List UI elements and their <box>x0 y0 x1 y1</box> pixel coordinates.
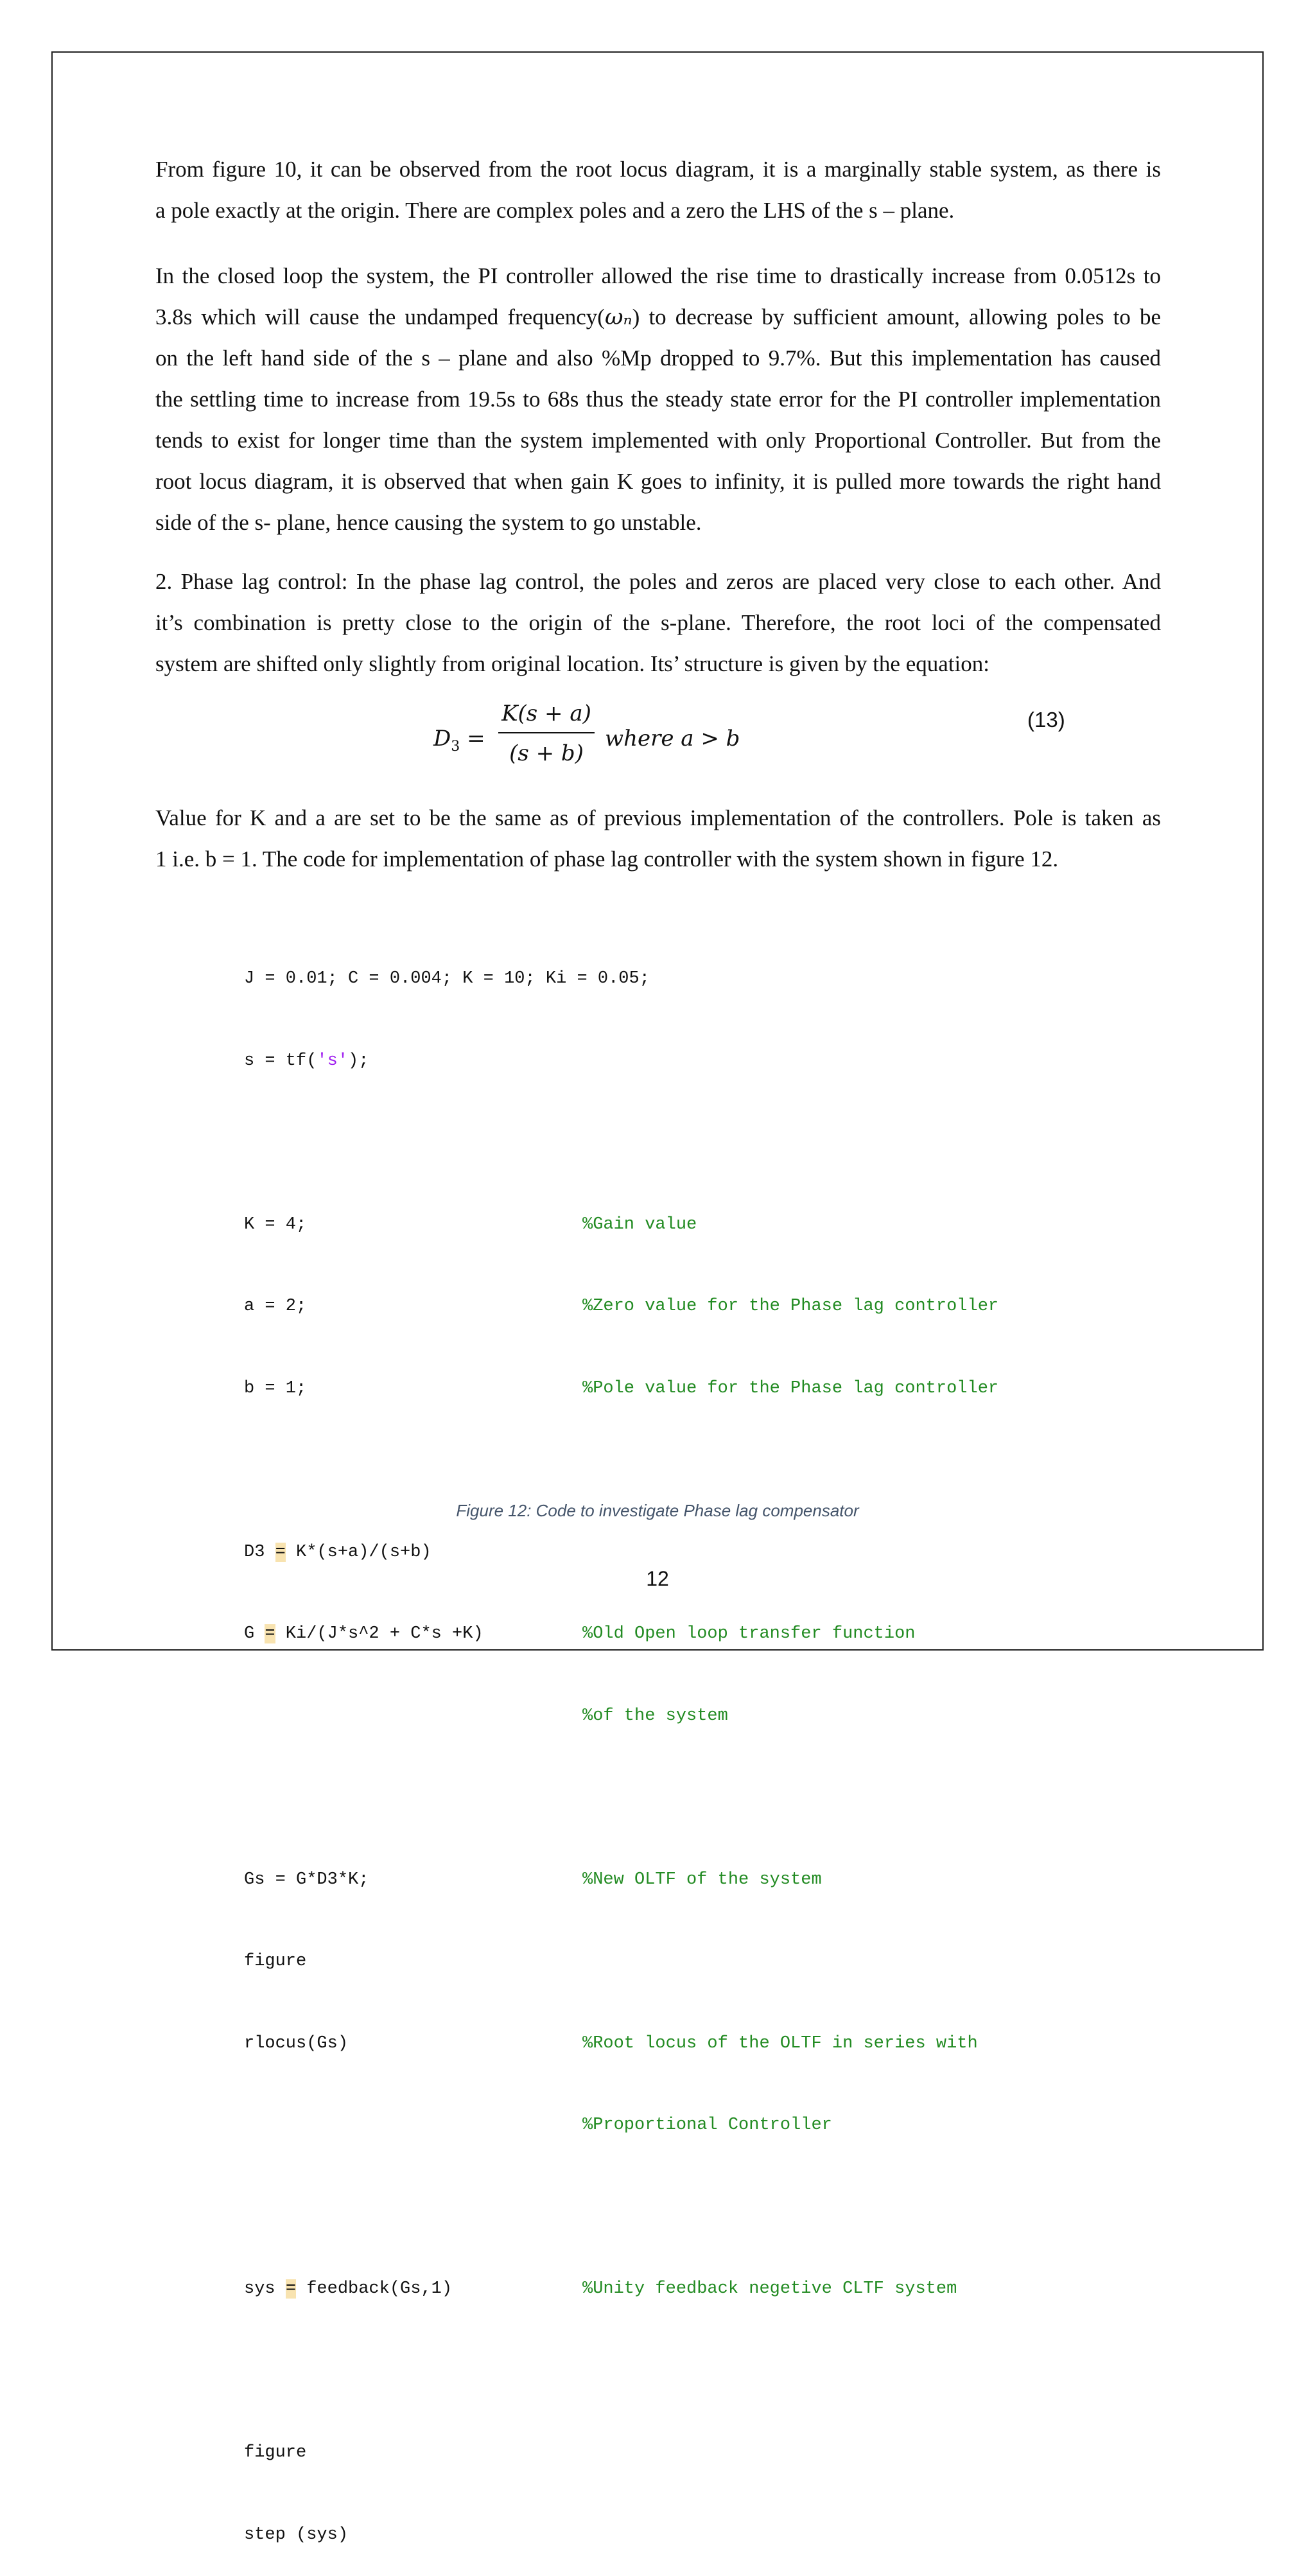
code-line <box>244 2112 1079 2139</box>
paragraph-phase-lag-intro <box>155 561 1161 685</box>
code-text <box>244 1539 431 1566</box>
code-line <box>244 1866 1079 1894</box>
code-fragment: s = tf( <box>244 1051 317 1071</box>
code-blank-line <box>244 2194 1079 2221</box>
text-line: In the closed loop the system, the PI controller allowed the rise time to drastically increase from 0.0512s to <box>155 263 1161 288</box>
figure-caption: Figure 12: Code to investigate Phase lag compensator <box>456 1501 859 1520</box>
code-text: K = 4; <box>244 1214 307 1234</box>
code-text <box>244 2275 452 2303</box>
omega-n-symbol: ωₙ <box>604 304 632 330</box>
code-text: rlocus(Gs) <box>244 2033 349 2053</box>
text-line: a pole exactly at the origin. There are complex poles and a zero the LHS of the s – plane. <box>155 198 955 223</box>
code-comment: %Unity feedback negetive CLTF system <box>582 2279 957 2299</box>
text-line: it’s combination is pretty close to the origin of the s-plane. Therefore, the root loci of the compensated <box>155 610 1161 635</box>
code-line <box>244 1293 1079 1320</box>
code-text: b = 1; <box>244 1378 307 1398</box>
code-line <box>244 1211 1079 1239</box>
code-text <box>244 1047 369 1075</box>
code-text: J = 0.01; C = 0.004; K = 10; Ki = 0.05; <box>244 969 650 988</box>
text-line: side of the s- plane, hence causing the system to go unstable. <box>155 510 702 535</box>
text-line-with-omega <box>155 297 1161 338</box>
code-text: Gs = G*D3*K; <box>244 1870 369 1889</box>
matlab-code-figure <box>244 911 1079 2576</box>
code-fragment: feedback(Gs,1) <box>296 2279 453 2299</box>
code-comment: %Root locus of the OLTF in series with <box>582 2033 978 2053</box>
code-warning-highlight: = <box>275 1542 286 1562</box>
paragraph-root-locus-observation <box>155 149 1161 231</box>
equation-lhs-symbol: D <box>433 726 451 751</box>
equation-lhs <box>433 726 485 755</box>
code-comment: %Old Open loop transfer function <box>582 1624 916 1643</box>
code-line <box>244 1375 1079 1403</box>
code-line <box>244 1620 1079 1648</box>
code-comment: %Pole value for the Phase lag controller <box>582 1378 999 1398</box>
text-line: system are shifted only slightly from original location. Its’ structure is given by the equation: <box>155 651 989 676</box>
code-line <box>244 965 1079 993</box>
code-warning-highlight: = <box>285 2279 297 2299</box>
text-line: 2. Phase lag control: In the phase lag control, the poles and zeros are placed very close to each other. And <box>155 569 1161 594</box>
equation-lhs-subscript: 3 <box>451 738 460 755</box>
code-blank-line <box>244 1457 1079 1484</box>
code-line <box>244 1047 1079 1075</box>
code-comment: %New OLTF of the system <box>582 1870 822 1889</box>
code-blank-line <box>244 1784 1079 1812</box>
code-fragment: K*(s+a)/(s+b) <box>285 1542 431 1562</box>
equation-number: (13) <box>1027 708 1065 732</box>
paragraph-parameter-values <box>155 798 1161 880</box>
text-line: From figure 10, it can be observed from the root locus diagram, it is a marginally stable system, as there is <box>155 157 1161 182</box>
code-fragment: D3 <box>244 1542 275 1562</box>
equation-numerator: K(s + a) <box>501 701 591 726</box>
code-line <box>244 2030 1079 2058</box>
code-text: figure <box>244 1952 307 1971</box>
text-line: on the left hand side of the s – plane and also %Mp dropped to 9.7%. But this implementation has caused <box>155 346 1161 371</box>
code-string: 's' <box>317 1051 349 1071</box>
paragraph-pi-controller-discussion <box>155 256 1161 543</box>
code-comment: %Gain value <box>582 1214 697 1234</box>
code-fragment: sys <box>244 2279 286 2299</box>
text-line: 1 i.e. b = 1. The code for implementation of phase lag controller with the system shown in figure 12. <box>155 846 1059 872</box>
code-fragment: ); <box>348 1051 369 1071</box>
text-line: the settling time to increase from 19.5s to 68s thus the steady state error for the PI controller implementation <box>155 387 1161 412</box>
text-line: tends to exist for longer time than the system implemented with only Proportional Controller. But from the <box>155 428 1161 453</box>
text-fragment: ) to decrease by sufficient amount, allowing poles to be <box>632 304 1161 329</box>
code-fragment: G <box>244 1624 265 1643</box>
code-comment: %of the system <box>582 1706 728 1726</box>
code-comment: %Zero value for the Phase lag controller <box>582 1297 999 1316</box>
text-fragment: 3.8s which will cause the undamped frequency( <box>155 304 605 329</box>
equation-fraction <box>498 697 595 769</box>
code-line <box>244 1539 1079 1566</box>
equation-denominator: (s + b) <box>509 740 584 766</box>
code-text: a = 2; <box>244 1297 307 1316</box>
code-line <box>244 2521 1079 2549</box>
code-line <box>244 2275 1079 2303</box>
code-line <box>244 1948 1079 1976</box>
code-comment: %Proportional Controller <box>582 2116 832 2135</box>
code-text: figure <box>244 2443 307 2462</box>
code-warning-highlight: = <box>265 1624 275 1643</box>
code-blank-line <box>244 2358 1079 2385</box>
code-text: step (sys) <box>244 2525 349 2545</box>
text-line: Value for K and a are set to be the same as of previous implementation of the controllers. Pole is taken as <box>155 805 1161 830</box>
fraction-bar <box>498 732 595 733</box>
equation-13 <box>155 697 1161 775</box>
code-blank-line <box>244 1129 1079 1157</box>
code-line <box>244 2439 1079 2467</box>
code-text <box>244 1620 483 1648</box>
page-number: 12 <box>646 1567 669 1590</box>
code-line <box>244 1703 1079 1730</box>
equation-condition: where a > b <box>605 726 740 751</box>
equation-equals: = <box>460 726 485 751</box>
code-fragment: Ki/(J*s^2 + C*s +K) <box>275 1624 483 1643</box>
text-line: root locus diagram, it is observed that when gain K goes to infinity, it is pulled more towards the right hand <box>155 469 1161 494</box>
